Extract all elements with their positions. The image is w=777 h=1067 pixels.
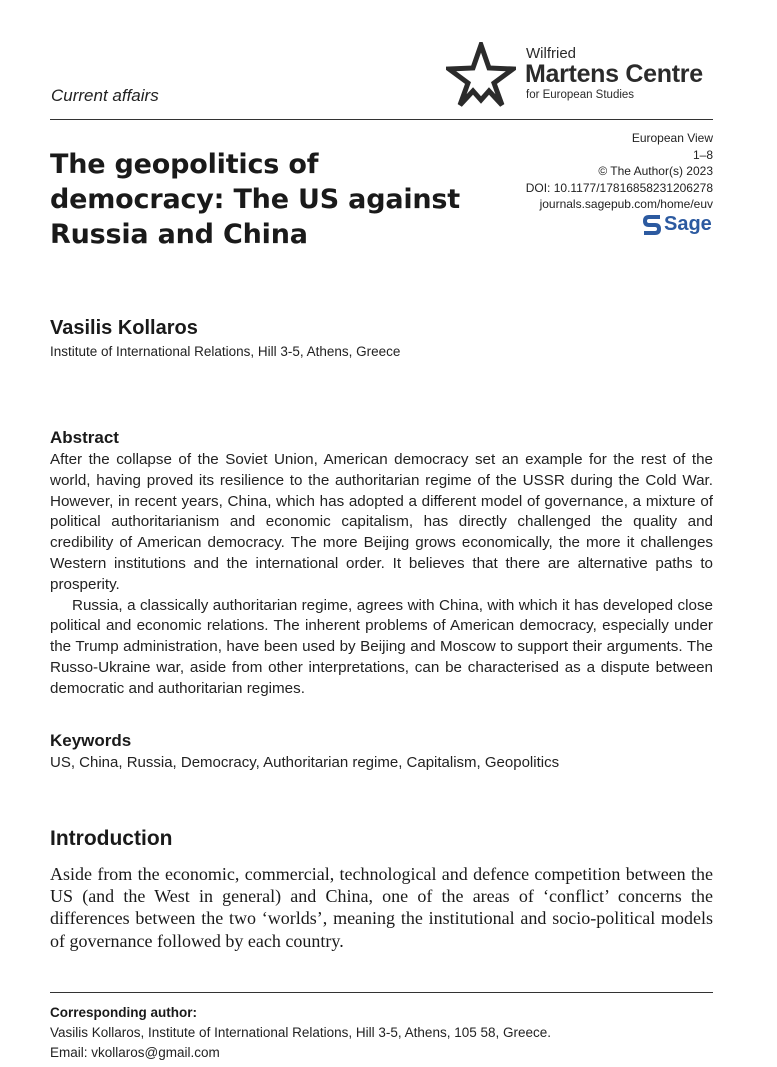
keywords-heading: Keywords [50,731,132,750]
journal-copyright: © The Author(s) 2023 [598,164,713,178]
logo-line-1: Wilfried [526,45,577,62]
author-affiliation: Institute of International Relations, Hill 3-5, Athens, Greece [50,344,401,359]
sage-s-icon [643,214,661,236]
introduction-heading: Introduction [50,827,173,850]
introduction-text: Aside from the economic, commercial, technological and defence competition between the US (and the West in general) and China, one of the areas of ‘conflict’ concerns the differences between the two ‘worlds’, meaning the institutional and socio-political models of governance followed by each country. [50,864,713,951]
journal-url[interactable]: journals.sagepub.com/home/euv [539,197,713,211]
abstract-paragraph-1: After the collapse of the Soviet Union, American democracy set an example for the rest of the world, having proved its resilience to the authoritarian regime of the USSR during the Cold War. However, in recent years, China, which has adopted a different model of governance, a mixture of political authoritarianism and economic capitalism, has directly challenged the quality and credibility of American democracy. The more Beijing grows economically, the more it challenges Western institutions and the international order. It believes that there are alternative paths to prosperity. [50,451,713,593]
header-rule [50,119,713,120]
journal-name: European View [631,131,713,145]
article-title: The geopolitics of democracy: The US against Russia and China [50,149,461,250]
sage-wordmark: Sage [664,213,712,235]
abstract-paragraph-2: Russia, a classically authoritarian regime, agrees with China, with which it has developed close political and economic relations. The inherent problems of American democracy, especially under the Trump administration, have been used by Beijing and Moscow to support their arguments. The Russo-Ukraine war, aside from other interpretations, can be characterised as a dispute between democratic and authoritarian regimes. [50,596,713,697]
corresponding-author-heading: Corresponding author: [50,1005,197,1020]
martens-centre-logo [446,42,716,108]
logo-line-3: for European Studies [526,89,635,101]
logo-line-2: Martens Centre [525,60,703,88]
keywords-list: US, China, Russia, Democracy, Authoritarian regime, Capitalism, Geopolitics [50,754,560,771]
journal-doi[interactable]: DOI: 10.1177/17816858231206278 [525,180,713,195]
journal-meta [526,130,713,213]
sage-logo [643,213,713,239]
journal-pages: 1–8 [692,147,713,162]
corresponding-author-email[interactable]: Email: vkollaros@gmail.com [50,1045,220,1060]
author-name: Vasilis Kollaros [50,317,198,339]
abstract-heading: Abstract [50,428,119,447]
corresponding-author-address: Vasilis Kollaros, Institute of International Relations, Hill 3-5, Athens, 105 58, Greece. [50,1025,552,1040]
section-label: Current affairs [51,86,159,105]
abstract-body [50,450,713,700]
footer-rule [50,992,713,993]
star-person-icon [446,42,516,108]
